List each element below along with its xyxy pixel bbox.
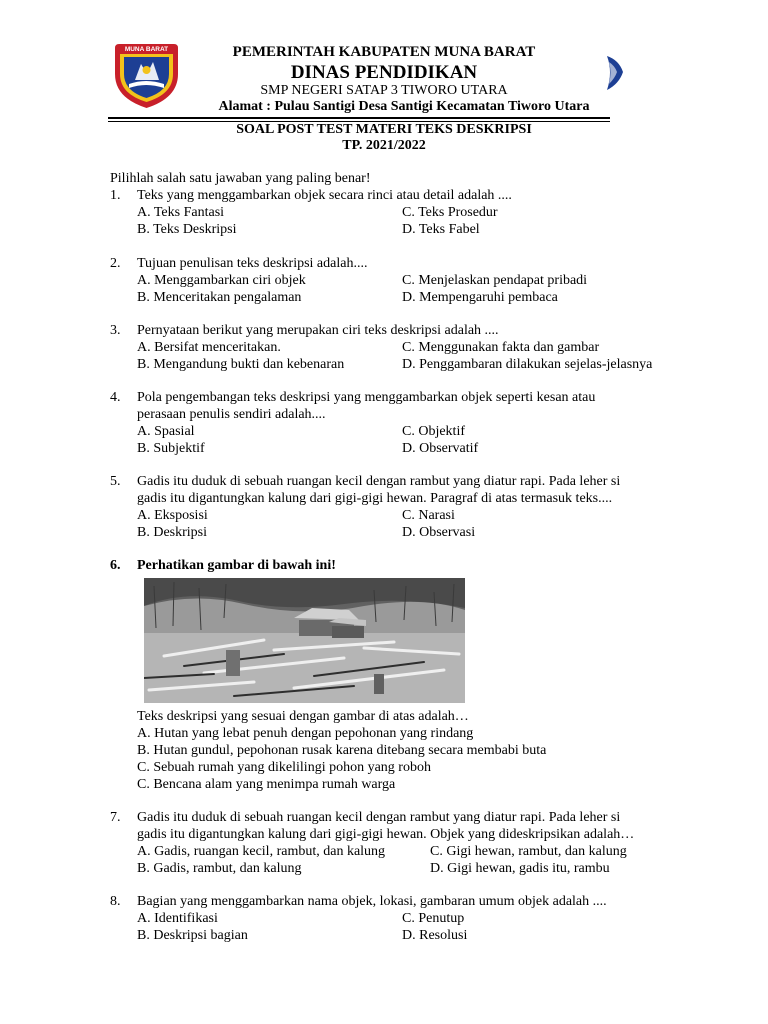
option-c: C. Objektif xyxy=(402,424,465,439)
option-c: C. Menjelaskan pendapat pribadi xyxy=(402,273,588,288)
option-c: C. Narasi xyxy=(402,508,455,523)
option-c: C. Penutup xyxy=(402,911,465,926)
question-text-line-2: gadis itu digantungkan kalung dari gigi-gigi hewan. Paragraf di atas termasuk teks.... xyxy=(137,491,613,506)
question-number: 4. xyxy=(110,390,121,405)
exam-title: SOAL POST TEST MATERI TEKS DESKRIPSI xyxy=(236,122,532,137)
question-number: 5. xyxy=(110,474,121,489)
option-a: A. Teks Fantasi xyxy=(137,205,225,220)
question-prompt: Teks deskripsi yang sesuai dengan gambar di atas adalah… xyxy=(137,709,469,724)
letterhead-department: DINAS PENDIDIKAN xyxy=(290,62,478,83)
question-text: Perhatikan gambar di bawah ini! xyxy=(137,558,336,573)
option-d: D. Mempengaruhi pembaca xyxy=(402,290,558,305)
option-b: B. Menceritakan pengalaman xyxy=(137,290,302,305)
question-number: 2. xyxy=(110,256,121,271)
option-d: D. Observasi xyxy=(402,525,476,540)
option-b: B. Mengandung bukti dan kebenaran xyxy=(137,357,345,372)
question-text: Teks yang menggambarkan objek secara rinci atau detail adalah .... xyxy=(137,188,512,203)
question-text-line-1: Pola pengembangan teks deskripsi yang menggambarkan objek seperti kesan atau xyxy=(137,390,596,405)
question-text-line-1: Gadis itu duduk di sebuah ruangan kecil dengan rambut yang diatur rapi. Pada leher si xyxy=(137,810,621,825)
letterhead-school: SMP NEGERI SATAP 3 TIWORO UTARA xyxy=(260,83,508,98)
question-number: 8. xyxy=(110,894,121,909)
option-b: B. Deskripsi xyxy=(137,525,207,540)
exam-year: TP. 2021/2022 xyxy=(342,138,426,153)
option-b: B. Deskripsi bagian xyxy=(137,928,248,943)
option-b: B. Subjektif xyxy=(137,441,205,456)
question-number: 3. xyxy=(110,323,121,338)
option-c: C. Gigi hewan, rambut, dan kalung xyxy=(430,844,627,859)
option-d: D. Observatif xyxy=(402,441,479,456)
option-c: C. Menggunakan fakta dan gambar xyxy=(402,340,600,355)
letterhead-government: PEMERINTAH KABUPATEN MUNA BARAT xyxy=(232,44,536,60)
deforested-land-photo xyxy=(144,578,465,703)
question-number: 1. xyxy=(110,188,121,203)
option-a: A. Bersifat menceritakan. xyxy=(137,340,281,355)
option-d: C. Bencana alam yang menimpa rumah warga xyxy=(137,777,396,792)
option-d: D. Teks Fabel xyxy=(402,222,480,237)
option-a: A. Menggambarkan ciri objek xyxy=(137,273,306,288)
letterhead-address: Alamat : Pulau Santigi Desa Santigi Kecamatan Tiworo Utara xyxy=(218,99,590,114)
option-d: D. Gigi hewan, gadis itu, rambu xyxy=(430,861,610,876)
option-d: D. Resolusi xyxy=(402,928,468,943)
option-a: A. Eksposisi xyxy=(137,508,208,523)
option-a: A. Spasial xyxy=(137,424,195,439)
question-text-line-1: Gadis itu duduk di sebuah ruangan kecil dengan rambut yang diatur rapi. Pada leher si xyxy=(137,474,621,489)
option-a: A. Gadis, ruangan kecil, rambut, dan kalung xyxy=(137,844,386,859)
option-c: C. Sebuah rumah yang dikelilingi pohon yang roboh xyxy=(137,760,431,775)
option-b: B. Hutan gundul, pepohonan rusak karena ditebang secara membabi buta xyxy=(137,743,547,758)
option-d: D. Penggambaran dilakukan sejelas-jelasnya xyxy=(402,357,653,372)
question-text-line-2: perasaan penulis sendiri adalah.... xyxy=(137,407,326,422)
instruction-text: Pilihlah salah satu jawaban yang paling benar! xyxy=(110,171,371,186)
letterhead-divider-thick xyxy=(108,117,610,119)
question-text-line-2: gadis itu digantungkan kalung dari gigi-gigi hewan. Objek yang dideskripsikan adalah… xyxy=(137,827,635,842)
question-text: Pernyataan berikut yang merupakan ciri teks deskripsi adalah .... xyxy=(137,323,499,338)
question-number: 7. xyxy=(110,810,121,825)
question-number: 6. xyxy=(110,558,121,573)
logo-text: MUNA BARAT xyxy=(124,46,169,53)
question-text: Tujuan penulisan teks deskripsi adalah.... xyxy=(137,256,368,271)
option-b: B. Teks Deskripsi xyxy=(137,222,237,237)
option-c: C. Teks Prosedur xyxy=(402,205,498,220)
option-a: A. Hutan yang lebat penuh dengan pepohonan yang rindang xyxy=(137,726,474,741)
option-b: B. Gadis, rambut, dan kalung xyxy=(137,861,302,876)
question-text: Bagian yang menggambarkan nama objek, lokasi, gambaran umum objek adalah .... xyxy=(137,894,607,909)
option-a: A. Identifikasi xyxy=(137,911,218,926)
